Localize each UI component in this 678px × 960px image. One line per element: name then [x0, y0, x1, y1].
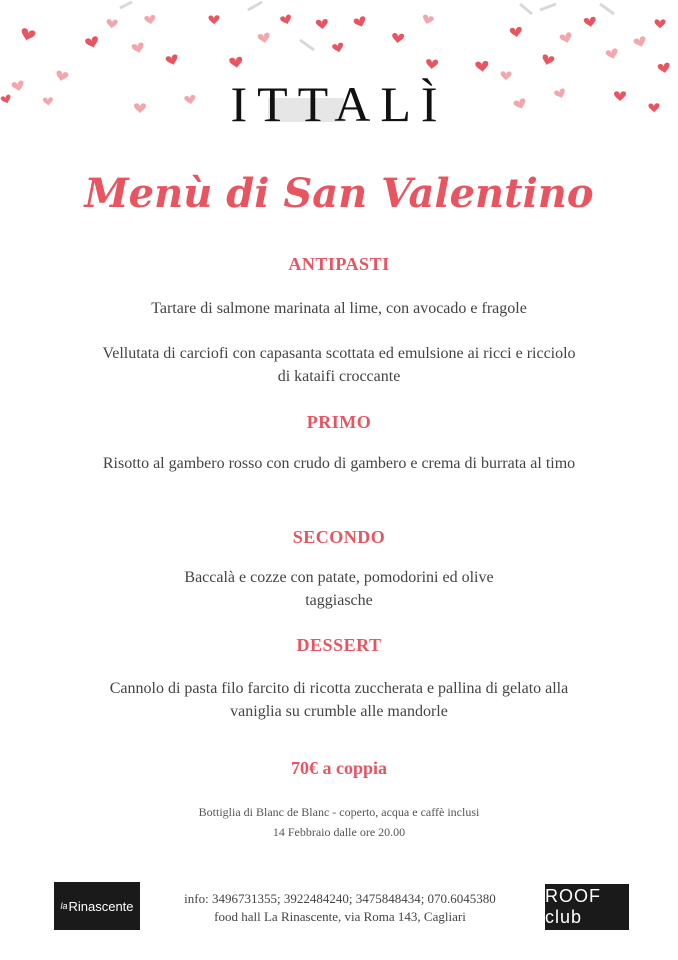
dish-antipasto-1: Tartare di salmone marinata al lime, con avocado e fragole	[151, 300, 527, 317]
footer-info-line: info: 3496731355; 3922484240; 3475848434; 070.6045380	[184, 891, 496, 906]
heart-icon	[421, 14, 434, 26]
heart-icon	[208, 15, 219, 25]
section-heading-secondo: SECONDO	[292, 527, 386, 547]
heart-icon	[106, 19, 118, 29]
heart-icon	[559, 32, 574, 45]
menu-note-date: 14 Febbraio dalle ore 20.00	[272, 825, 406, 839]
footer-address-line: food hall La Rinascente, via Roma 143, Cagliari	[214, 909, 466, 924]
footer-contact	[140, 890, 540, 926]
heart-icon	[257, 32, 271, 44]
heart-icon	[541, 54, 555, 67]
dish-antipasto-2: Vellutata di carciofi con capasanta scottata ed emulsione ai ricci e ricciolo di kataifi croccante	[102, 345, 576, 385]
rinascente-logo-prefix: la	[60, 901, 68, 911]
section-heading-primo: PRIMO	[306, 412, 372, 432]
heart-icon	[583, 16, 597, 28]
heart-icon	[144, 14, 156, 25]
heart-icon	[426, 59, 439, 70]
roof-club-logo: ROOF club	[545, 884, 629, 930]
heart-icon	[655, 19, 666, 28]
confetti-dash	[540, 4, 556, 10]
heart-icon	[657, 62, 671, 74]
heart-icon	[605, 48, 619, 61]
heart-icon	[509, 27, 522, 39]
heart-icon	[165, 54, 179, 67]
section-heading-dessert: DESSERT	[296, 635, 382, 655]
confetti-dash	[520, 4, 532, 14]
rinascente-logo-name: Rinascente	[68, 898, 134, 914]
heart-icon	[475, 61, 489, 73]
heart-icon	[131, 42, 145, 55]
dish-dessert: Cannolo di pasta filo farcito di ricotta zuccherata e pallina di gelato alla vaniglia su crumble alle mandorle	[109, 680, 569, 720]
dish-primo: Risotto al gambero rosso con crudo di gambero e crema di burrata al timo	[102, 455, 576, 472]
menu-title: Menù di San Valentino	[84, 170, 594, 217]
menu-price: 70€ a coppia	[290, 758, 387, 778]
heart-icon	[280, 14, 293, 26]
heart-icon	[229, 56, 243, 69]
confetti-dash	[300, 40, 314, 50]
heart-icon	[353, 16, 368, 30]
confetti-dash	[248, 2, 262, 10]
menu-note-drinks: Bottiglia di Blanc de Blanc - coperto, acqua e caffè inclusi	[198, 805, 480, 819]
heart-icon	[316, 19, 329, 30]
confetti-dash	[600, 4, 614, 14]
rinascente-logo	[54, 882, 140, 930]
brand-logo: ITTALÌ	[230, 76, 448, 132]
heart-icon	[332, 42, 345, 54]
heart-icon	[85, 36, 101, 50]
heart-icon	[19, 27, 36, 42]
section-heading-antipasti: ANTIPASTI	[288, 254, 390, 274]
dish-secondo: Baccalà e cozze con patate, pomodorini ed olive taggiasche	[184, 569, 494, 609]
heart-icon	[633, 36, 648, 50]
heart-icon	[391, 33, 404, 44]
confetti-dash	[120, 2, 132, 8]
